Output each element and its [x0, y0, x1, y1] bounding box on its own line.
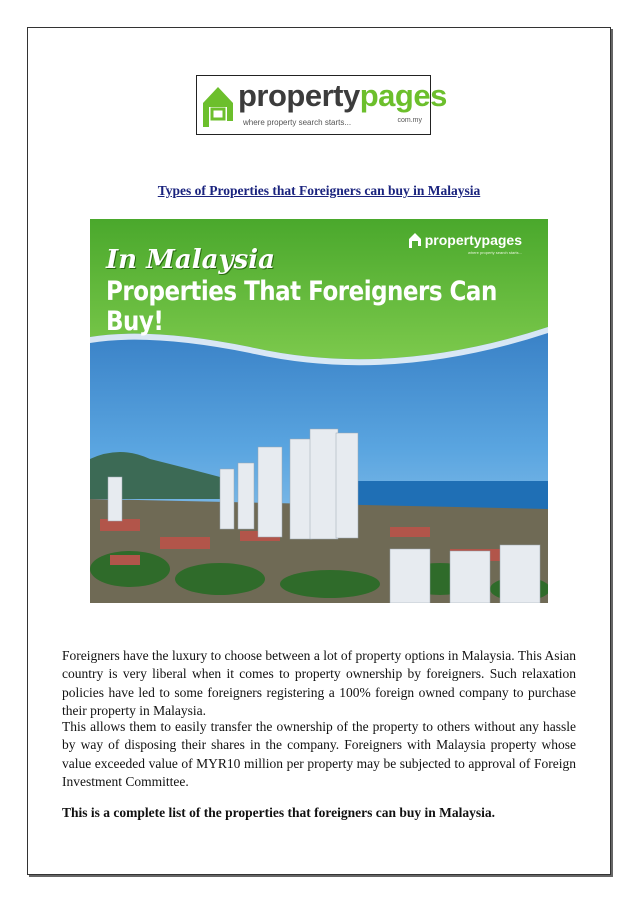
logo-name-part2: pages [359, 78, 447, 113]
hero-script-text: In Malaysia [106, 245, 275, 275]
hero-logo-subtext: where property search starts... [467, 250, 522, 255]
paragraph-ownership: This allows them to easily transfer the ownership of the property to others without any hassle by way of disposing their shares in the company. Foreigners with Malaysia property whose value exceeded value of MYR10 million per property may be subjected to approval of Foreign Investment Committee. [62, 719, 576, 789]
logo-suffix: com.my [397, 117, 422, 124]
hero-logo [408, 231, 522, 249]
house-p-icon [408, 231, 422, 249]
hero-logo-text: propertypages [424, 232, 522, 248]
logo-name-part1: property [238, 78, 360, 113]
hero-banner-image [90, 219, 548, 603]
propertypages-logo [196, 75, 447, 135]
house-p-icon [201, 81, 235, 129]
hero-headline: Properties That Foreigners Can Buy! [106, 277, 497, 337]
document-title[interactable]: Types of Properties that Foreigners can buy in Malaysia [157, 183, 481, 198]
paragraph-intro: Foreigners have the luxury to choose between a lot of property options in Malaysia. This Asian country is very liberal when it comes to property ownership by foreigners. Such relaxation policies have led to some foreigners registering a 100% foreign owned company to purchase their property in Malaysia. [62, 648, 576, 718]
logo-tagline: where property search starts... [243, 118, 352, 127]
logo-name [238, 78, 447, 114]
paragraph-list-intro: This is a complete list of the properties that foreigners can buy in Malaysia. [62, 805, 495, 820]
